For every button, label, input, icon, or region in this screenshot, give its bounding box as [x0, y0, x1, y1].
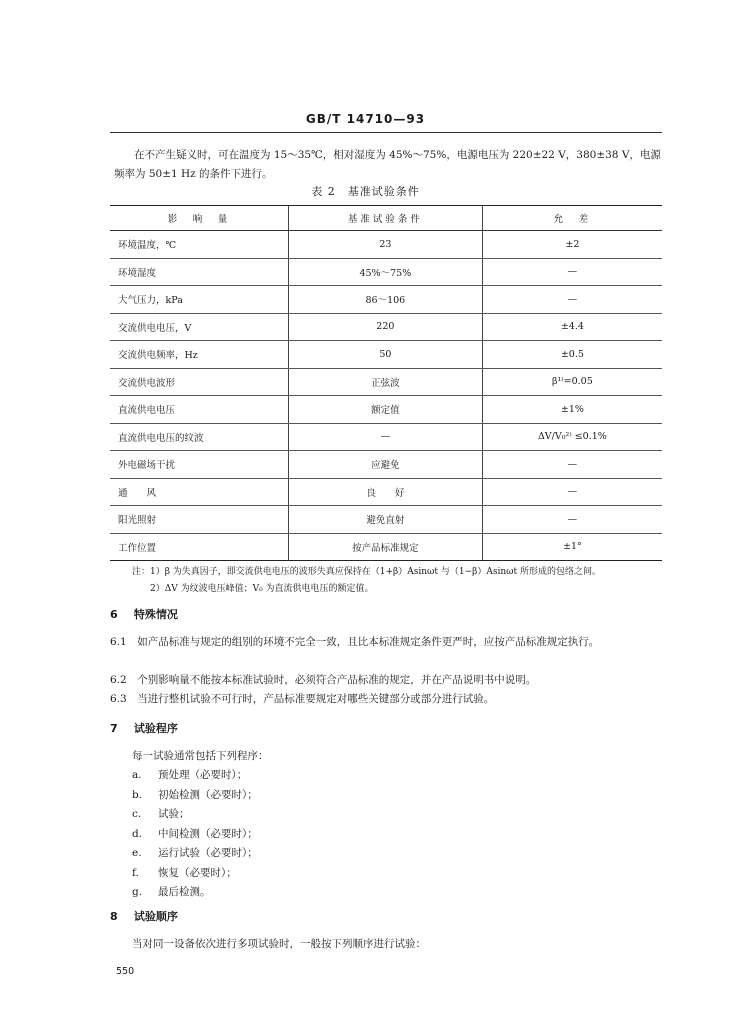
intro-text: 在不产生疑义时，可在温度为 15～35℃，相对湿度为 45%～75%，电源电压为 220±22 V，380±38 V，电源频率为 50±1 Hz 的条件下进行。 [114, 149, 661, 180]
influence-cell: 阳光照射 [110, 506, 289, 534]
section-6-heading [110, 606, 178, 622]
influence-cell: 环境湿度 [110, 258, 289, 286]
list-item-text: 试验； [158, 808, 190, 820]
list-item-letter: c. [132, 808, 142, 820]
list-item [110, 766, 666, 786]
page-header: GB/T 14710—93 [305, 112, 426, 126]
list-item-text: 初始检测（必要时）； [158, 788, 258, 801]
section-7-heading [110, 720, 178, 736]
header-rule [110, 132, 662, 133]
tolerance-cell: ±1% [482, 396, 662, 424]
condition-cell: 86～106 [289, 286, 483, 314]
influence-cell: 直流供电电压 [110, 396, 289, 424]
table-row [110, 286, 662, 314]
section-6-title: 特殊情况 [133, 608, 178, 621]
section-8-text: 当对同一设备依次进行多项试验时，一般按下列顺序进行试验： [132, 938, 426, 950]
tolerance-cell: — [482, 451, 662, 479]
list-item [110, 864, 666, 884]
influence-cell: 交流供电频率，Hz [110, 341, 289, 369]
table-row [110, 368, 662, 396]
list-item-letter: b. [132, 788, 143, 801]
table-header-row [110, 206, 662, 231]
influence-cell: 通 风 [110, 478, 289, 506]
table-row [110, 506, 662, 534]
list-item-letter: f. [132, 866, 139, 879]
condition-cell: 50 [289, 341, 483, 369]
section-7-title: 试验程序 [133, 722, 178, 735]
list-item-text: 运行试验（必要时）； [158, 847, 258, 859]
tolerance-cell: ±0.5 [482, 341, 662, 369]
condition-cell: 避免直射 [289, 506, 483, 534]
table-row [110, 341, 662, 369]
condition-cell: 按产品标准规定 [289, 533, 483, 561]
condition-cell: — [289, 423, 483, 451]
table-row [110, 451, 662, 479]
list-item-letter: e. [132, 847, 142, 859]
list-item [110, 883, 666, 903]
section-6-3: 6.3 当进行整机试验不可行时，产品标准要规定对哪些关键部分或部分进行试验。 [110, 693, 495, 705]
condition-cell: 45%～75% [289, 258, 483, 286]
table-row [110, 478, 662, 506]
tolerance-cell: β¹⁾=0.05 [482, 368, 662, 396]
condition-cell: 额定值 [289, 396, 483, 424]
header-tolerance: 允 差 [482, 206, 662, 231]
tolerance-cell: ±1° [482, 533, 662, 561]
tolerance-cell: — [482, 478, 662, 506]
tolerance-cell: — [482, 286, 662, 314]
list-item [110, 825, 666, 845]
list-item [110, 786, 666, 806]
table-row [110, 423, 662, 451]
condition-cell: 23 [289, 231, 483, 259]
tolerance-cell: — [482, 506, 662, 534]
table-title: 表 2 基准试验条件 [311, 185, 420, 198]
table-notes [132, 564, 672, 598]
table-row [110, 258, 662, 286]
header-condition: 基准试验条件 [289, 206, 483, 231]
section-7-number: 7 [110, 722, 118, 735]
table-row [110, 313, 662, 341]
section-6-number: 6 [110, 608, 118, 621]
section-6-1: 6.1 如产品标准与规定的组别的环境不完全一致，且比本标准规定条件更严时，应按产品标准规定执行。 [110, 636, 600, 648]
list-item [110, 844, 666, 864]
table-row [110, 396, 662, 424]
influence-cell: 环境温度，℃ [110, 231, 289, 259]
table-note-1: 注：1）β 为失真因子，即交流供电电压的波形失真应保持在（1+β）Asinωt 与（1−β）Asinωt 所形成的包络之间。 [132, 567, 601, 577]
section-8-title: 试验顺序 [133, 910, 178, 923]
list-item-letter: a. [132, 769, 142, 781]
list-item [110, 805, 666, 825]
section-8-heading [110, 908, 178, 924]
table-row [110, 231, 662, 259]
influence-cell: 交流供电波形 [110, 368, 289, 396]
tolerance-cell: ΔV/V₀²⁾ ≤0.1% [482, 423, 662, 451]
tolerance-cell: ±4.4 [482, 313, 662, 341]
section-6-2: 6.2 个别影响量不能按本标准试验时，必须符合产品标准的规定，并在产品说明书中说明。 [110, 674, 537, 686]
list-item-letter: d. [132, 827, 143, 840]
influence-cell: 外电磁场干扰 [110, 451, 289, 479]
procedure-list [110, 766, 666, 903]
header-influence: 影 响 量 [110, 206, 289, 231]
table-row [110, 533, 662, 561]
table-note-2: 2）ΔV 为纹波电压峰值；V₀ 为直流供电电压的额定值。 [150, 584, 374, 594]
page-number: 550 [116, 966, 135, 977]
tolerance-cell: — [482, 258, 662, 286]
list-item-text: 中间检测（必要时）； [158, 827, 258, 840]
list-item-text: 恢复（必要时）； [158, 866, 237, 879]
influence-cell: 交流供电电压，V [110, 313, 289, 341]
tolerance-cell: ±2 [482, 231, 662, 259]
reference-test-conditions-table [110, 205, 662, 561]
list-item-text: 预处理（必要时）； [158, 769, 248, 781]
condition-cell: 应避免 [289, 451, 483, 479]
section-7-lead: 每一试验通常包括下列程序： [132, 750, 269, 762]
influence-cell: 大气压力，kPa [110, 286, 289, 314]
condition-cell: 正弦波 [289, 368, 483, 396]
intro-paragraph [114, 146, 664, 184]
condition-cell: 良 好 [289, 478, 483, 506]
list-item-text: 最后检测。 [158, 886, 211, 898]
list-item-letter: g. [132, 886, 143, 898]
condition-cell: 220 [289, 313, 483, 341]
influence-cell: 直流供电电压的纹波 [110, 423, 289, 451]
section-8-number: 8 [110, 910, 118, 923]
influence-cell: 工作位置 [110, 533, 289, 561]
